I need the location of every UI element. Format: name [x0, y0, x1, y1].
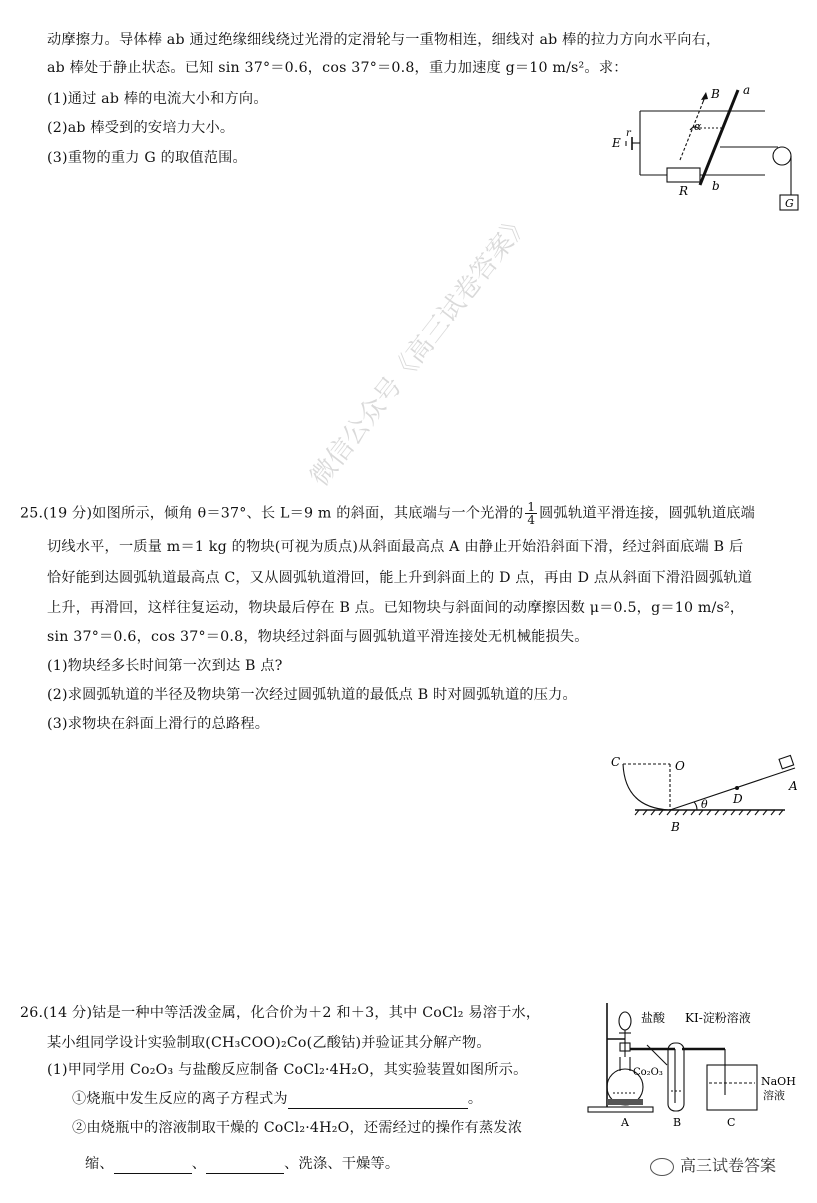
label-B: B: [673, 1116, 682, 1129]
label-alpha: α: [694, 120, 702, 133]
q26-line-1: 26.(14 分)钴是一种中等活泼金属，化合价为＋2 和＋3，其中 CoCl₂ 易溶于水，: [20, 1005, 541, 1021]
label-C: C: [727, 1116, 736, 1129]
label-r: r: [626, 128, 631, 139]
q25-line-5: sin 37°＝0.6，cos 37°＝0.8，物块经过斜面与圆弧轨道平滑连接处无机械能损失。: [47, 629, 589, 645]
q24-sub-2: (2)ab 棒受到的安培力大小。: [47, 120, 235, 136]
label-B: B: [671, 820, 680, 834]
label-b: b: [712, 179, 720, 193]
q25-line-3: 恰好能到达圆弧轨道最高点 C，又从圆弧轨道滑回，能上升到斜面上的 D 点，再由 D 点从斜面下滑沿圆弧轨道: [47, 570, 753, 586]
label-naoh: NaOH: [761, 1075, 796, 1088]
watermark: 微信公众号《高三试卷答案》: [304, 207, 537, 493]
q26-line-2: 某小组同学设计实验制取(CH₃COO)₂Co(乙酸钴)并验证其分解产物。: [47, 1035, 491, 1051]
q26-line-3: (1)甲同学用 Co₂O₃ 与盐酸反应制备 CoCl₂·4H₂O，其实验装置如图所示。: [47, 1062, 528, 1078]
brand-footer: [650, 1153, 776, 1176]
answer-blank-equation[interactable]: [288, 1094, 468, 1109]
q26-line-6-mid: 、: [191, 1156, 207, 1172]
q25-sub-3: (3)求物块在斜面上滑行的总路程。: [47, 716, 270, 732]
q25-line-4: 上升，再滑回，这样往复运动，物块最后停在 B 点。已知物块与斜面间的动摩擦因数 μ＝0.5，g＝10 m/s²，: [47, 600, 745, 616]
brand-text: 高三试卷答案: [680, 1156, 777, 1175]
label-ki-starch: KI-淀粉溶液: [685, 1011, 751, 1025]
answer-blank-1[interactable]: [114, 1159, 192, 1174]
q25-incline-figure: [605, 750, 810, 840]
label-E: E: [612, 136, 621, 150]
q26-line-6: [85, 1154, 399, 1174]
wechat-icon: [650, 1158, 674, 1176]
q26-line-5: ②由烧瓶中的溶液制取干燥的 CoCl₂·4H₂O，还需经过的操作有蒸发浓: [72, 1120, 523, 1136]
q25-sub-2: (2)求圆弧轨道的半径及物块第一次经过圆弧轨道的最低点 B 时对圆弧轨道的压力。: [47, 687, 577, 703]
label-B: B: [711, 87, 720, 101]
label-D: D: [733, 792, 743, 806]
q26-apparatus-figure: [585, 995, 810, 1130]
label-O: O: [675, 759, 685, 773]
q25-sub-1: (1)物块经多长时间第一次到达 B 点?: [47, 658, 283, 674]
label-G: G: [785, 197, 794, 210]
q25-line-2: 切线水平，一质量 m＝1 kg 的物块(可视为质点)从斜面最高点 A 由静止开始沿斜面下滑，经过斜面底端 B 后: [47, 539, 744, 555]
answer-blank-2[interactable]: [206, 1159, 284, 1174]
label-C: C: [611, 755, 621, 769]
q24-line-1: 动摩擦力。导体棒 ab 通过绝缘细线绕过光滑的定滑轮与一重物相连，细线对 ab 棒的拉力方向水平向右，: [47, 32, 721, 48]
label-R: R: [679, 184, 689, 198]
q24-sub-1: (1)通过 ab 棒的电流大小和方向。: [47, 91, 268, 107]
q26-line-4-end: 。: [467, 1091, 483, 1107]
q26-line-6-pre: 缩、: [85, 1156, 114, 1172]
q24-sub-3: (3)重物的重力 G 的取值范围。: [47, 150, 247, 166]
label-a: a: [743, 83, 751, 97]
q24-line-2: ab 棒处于静止状态。已知 sin 37°＝0.6，cos 37°＝0.8，重力加速度 g＝10 m/s²。求：: [47, 60, 628, 76]
fraction-denominator: 4: [527, 513, 536, 527]
q26-line-6-post: 、洗涤、干燥等。: [284, 1156, 400, 1172]
label-acid: 盐酸: [641, 1011, 666, 1025]
label-solution: 溶液: [763, 1089, 785, 1102]
label-A: A: [789, 779, 798, 793]
quarter-fraction: [525, 501, 537, 526]
q26-line-4: [72, 1089, 482, 1109]
q26-line-4-text: ①烧瓶中发生反应的离子方程式为: [72, 1091, 288, 1107]
label-co2o3: Co₂O₃: [633, 1067, 663, 1078]
q24-circuit-figure: [600, 80, 810, 220]
q25-line-1-pre: 25.(19 分)如图所示，倾角 θ＝37°、长 L＝9 m 的斜面，其底端与一个光滑的: [20, 505, 524, 522]
q25-line-1-post: 圆弧轨道平滑连接，圆弧轨道底端: [539, 505, 755, 522]
label-A: A: [621, 1116, 629, 1129]
label-theta: θ: [701, 798, 708, 811]
q25-line-1: [20, 501, 755, 526]
fraction-numerator: 1: [527, 500, 536, 514]
